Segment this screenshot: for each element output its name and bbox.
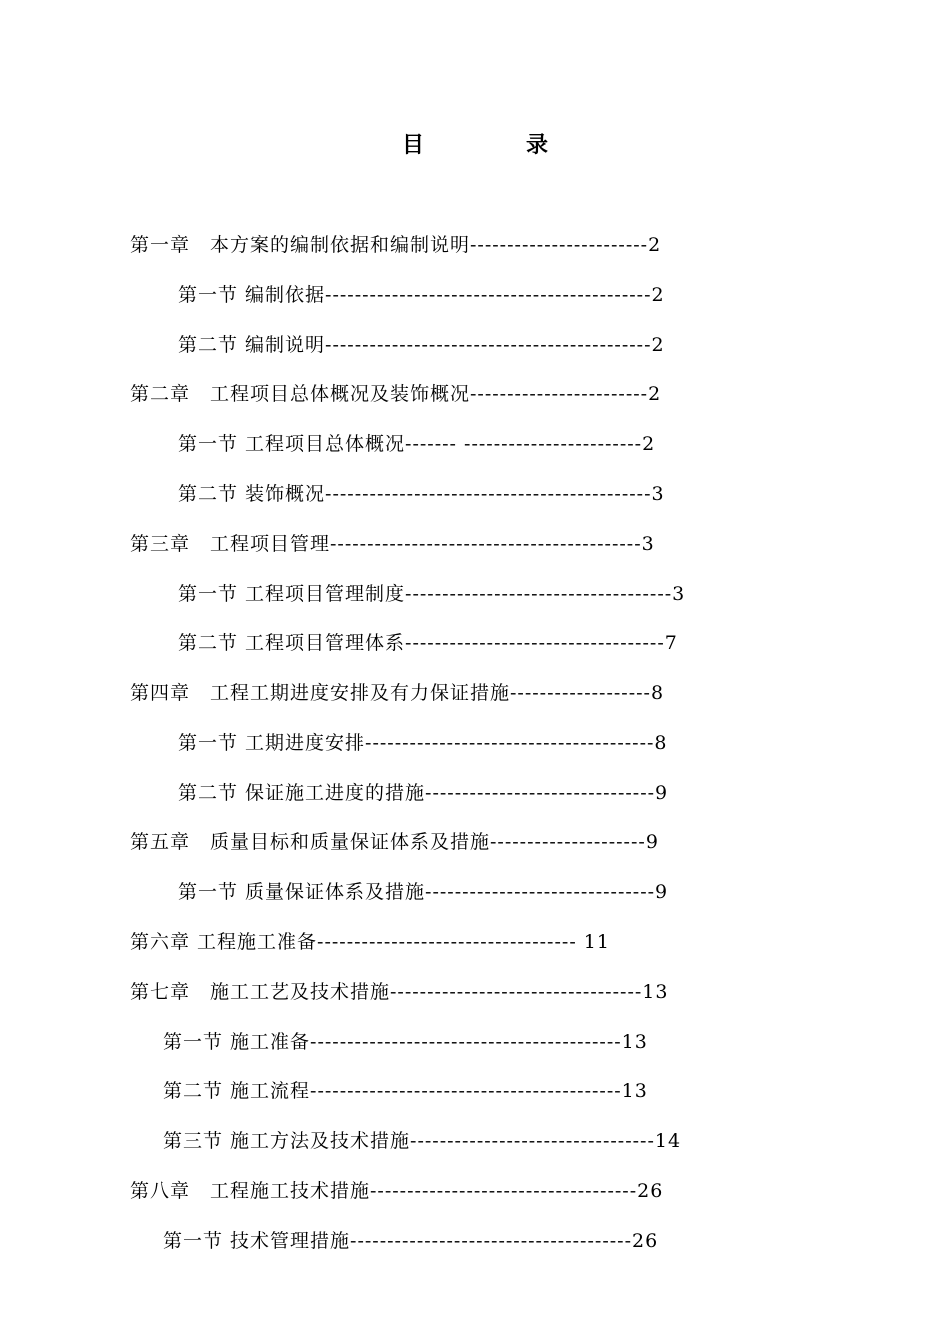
toc-entry-section[interactable]: 第三节 施工方法及技术措施---------------------------------14 [163, 1130, 682, 1152]
toc-entry-section[interactable]: 第一节 编制依据--------------------------------------------2 [178, 284, 665, 306]
toc-entry-section[interactable]: 第一节 工程项目管理制度------------------------------------3 [178, 583, 686, 605]
toc-entry-section[interactable]: 第一节 技术管理措施--------------------------------------26 [163, 1230, 659, 1252]
toc-entry-chapter-3[interactable]: 第三章 工程项目管理------------------------------------------3 [130, 533, 655, 555]
toc-entry-section[interactable]: 第二节 工程项目管理体系-----------------------------------7 [178, 632, 678, 654]
toc-entry-chapter-2[interactable]: 第二章 工程项目总体概况及装饰概况------------------------2 [130, 383, 662, 405]
toc-title: 目 录 [401, 132, 588, 158]
toc-entry-chapter-8[interactable]: 第八章 工程施工技术措施------------------------------------26 [130, 1180, 664, 1202]
toc-entry-section[interactable]: 第一节 工期进度安排---------------------------------------8 [178, 732, 668, 754]
toc-entry-section[interactable]: 第二节 保证施工进度的措施-------------------------------9 [178, 782, 669, 804]
toc-entry-section[interactable]: 第一节 工程项目总体概况------- ------------------------2 [178, 433, 656, 455]
toc-entry-section[interactable]: 第一节 质量保证体系及措施-------------------------------9 [178, 881, 669, 903]
toc-entry-chapter-1[interactable]: 第一章 本方案的编制依据和编制说明------------------------2 [130, 234, 662, 256]
toc-entry-chapter-5[interactable]: 第五章 质量目标和质量保证体系及措施---------------------9 [130, 831, 659, 853]
toc-entry-section[interactable]: 第二节 编制说明--------------------------------------------2 [178, 334, 665, 356]
toc-entry-chapter-4[interactable]: 第四章 工程工期进度安排及有力保证措施-------------------8 [130, 682, 665, 704]
toc-entry-chapter-6[interactable]: 第六章 工程施工准备----------------------------------- 11 [130, 931, 610, 953]
toc-entry-section[interactable]: 第二节 装饰概况--------------------------------------------3 [178, 483, 665, 505]
toc-entry-section[interactable]: 第二节 施工流程------------------------------------------13 [163, 1080, 648, 1102]
toc-entry-section[interactable]: 第一节 施工准备------------------------------------------13 [163, 1031, 648, 1053]
toc-entry-chapter-7[interactable]: 第七章 施工工艺及技术措施----------------------------------13 [130, 981, 669, 1003]
